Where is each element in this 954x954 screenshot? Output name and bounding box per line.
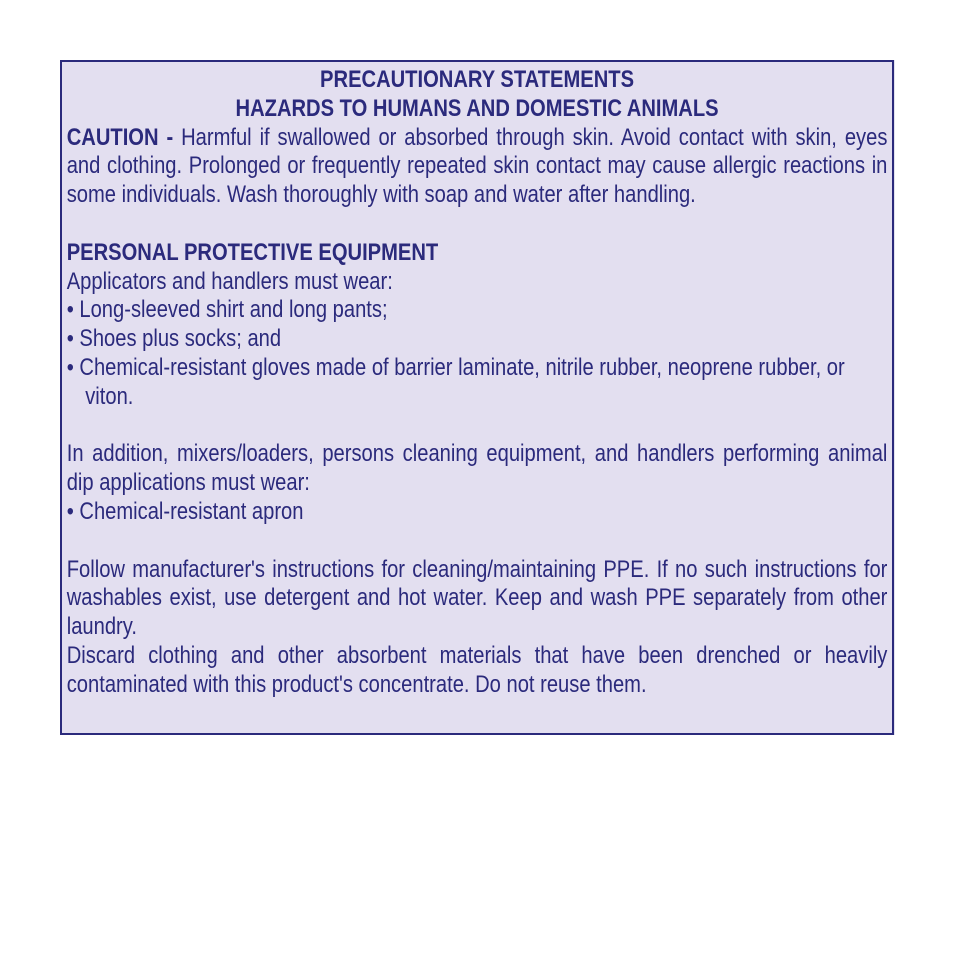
ppe-item: • Shoes plus socks; and bbox=[66, 325, 282, 353]
ppe-heading: PERSONAL PROTECTIVE EQUIPMENT bbox=[66, 238, 439, 266]
label-subtitle: HAZARDS TO HUMANS AND DOMESTIC ANIMALS bbox=[235, 94, 719, 122]
ppe-intro: Applicators and handlers must wear: bbox=[66, 267, 393, 295]
spacer bbox=[67, 527, 888, 556]
caution-paragraph bbox=[67, 124, 888, 210]
caution-text: Harmful if swallowed or absorbed through skin. Avoid contact with skin, eyes and clothing. Prolonged or frequently repeated skin contact may cause allergic reactions in some individuals. Wash thoroughly with soap and water after handling. bbox=[66, 123, 888, 209]
spacer bbox=[67, 210, 888, 239]
spacer bbox=[67, 412, 888, 441]
caution-label: CAUTION - bbox=[66, 123, 182, 151]
label-title: PRECAUTIONARY STATEMENTS bbox=[320, 66, 635, 93]
additional-paragraph: In addition, mixers/loaders, persons cleaning equipment, and handlers performing animal dip applications must wear: bbox=[66, 440, 888, 497]
follow-paragraph: Follow manufacturer's instructions for cleaning/maintaining PPE. If no such instructions for washables exist, use detergent and hot water. Keep and wash PPE separately from other laundry. bbox=[66, 555, 888, 641]
discard-paragraph: Discard clothing and other absorbent materials that have been drenched or heavily contaminated with this product's concentrate. Do not reuse them. bbox=[66, 641, 888, 698]
ppe-item: • Chemical-resistant gloves made of barrier laminate, nitrile rubber, neoprene rubber, or viton. bbox=[66, 353, 845, 410]
ppe-item: • Long-sleeved shirt and long pants; bbox=[66, 296, 388, 324]
precautionary-label-panel bbox=[60, 60, 894, 735]
additional-item: • Chemical-resistant apron bbox=[66, 497, 304, 525]
